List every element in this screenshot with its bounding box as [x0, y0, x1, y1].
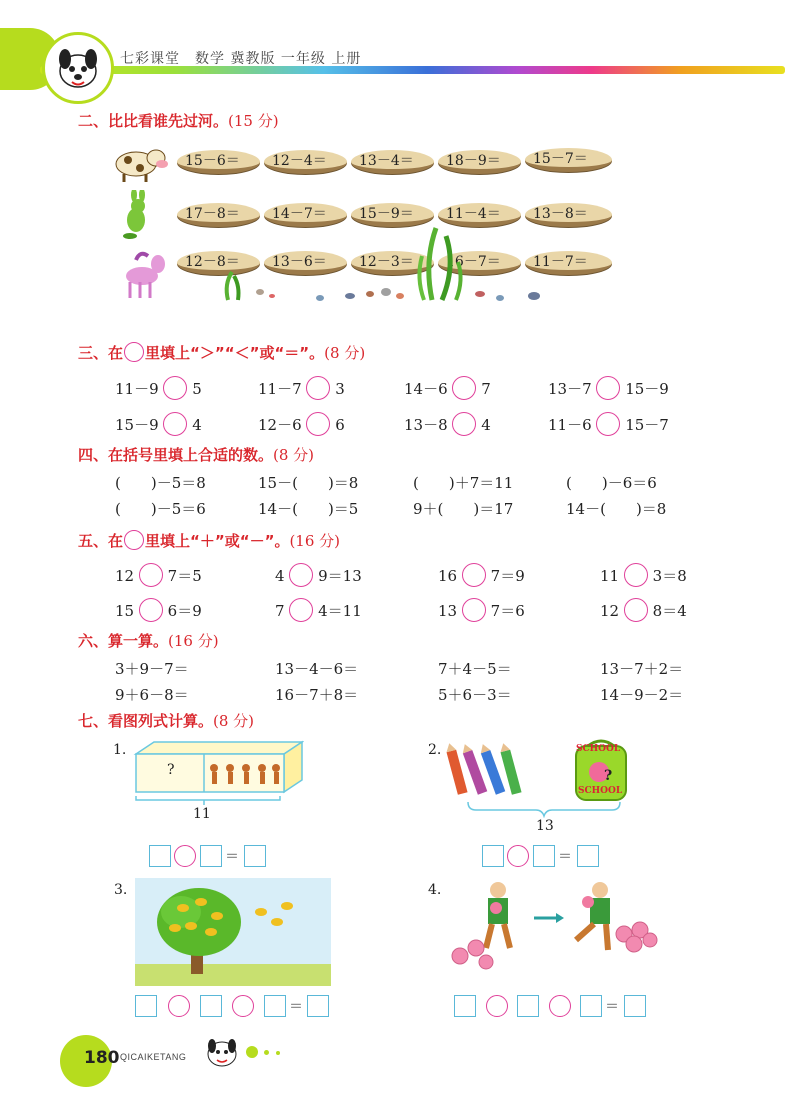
operator-circle[interactable] [624, 563, 648, 587]
section-3-heading-a: 三、在 [78, 344, 124, 362]
answer-box[interactable] [577, 845, 599, 867]
s4-r2-c3[interactable]: 9＋( )＝17 [413, 500, 514, 518]
s5-r2-c2: 7 4＝11 [275, 598, 362, 622]
school-bag-label: SCHOOL [576, 744, 621, 754]
s3-r2-c1: 15－9 4 [115, 412, 202, 436]
stone-r1-c5: 15－7＝ [525, 148, 612, 172]
s5-r1-c2: 4 9＝13 [275, 563, 362, 587]
problem-1-total: 11 [193, 806, 211, 822]
river-plants-icon [210, 222, 550, 308]
operator-circle[interactable] [139, 598, 163, 622]
s4-r2-c2[interactable]: 14－( )＝5 [258, 500, 359, 518]
section-5-points: (16 分) [289, 532, 341, 550]
s6-r1-c1[interactable]: 3＋9－7＝ [115, 660, 189, 678]
s4-r2-c4[interactable]: 14－( )＝8 [566, 500, 667, 518]
footer-dot-icon [276, 1051, 280, 1055]
circle-blank-icon [124, 530, 144, 550]
stone-r3-c1: 12－8＝ [177, 251, 260, 275]
operator-circle[interactable] [624, 598, 648, 622]
s6-r1-c4[interactable]: 13－7＋2＝ [600, 660, 684, 678]
circle-blank-icon [124, 342, 144, 362]
section-5-heading-b: 里填上“＋”或“－”。 [145, 532, 290, 550]
s6-r2-c1[interactable]: 9＋6－8＝ [115, 686, 189, 704]
stone-r1-c2: 12－4＝ [264, 150, 347, 174]
problem-4-number: 4. [428, 882, 442, 898]
answer-operator-circle[interactable] [174, 845, 196, 867]
equals-sign: ＝ [225, 849, 239, 865]
s6-r1-c2[interactable]: 13－4－6＝ [275, 660, 359, 678]
section-3-title [78, 342, 365, 363]
answer-box[interactable] [533, 845, 555, 867]
compare-circle[interactable] [596, 412, 620, 436]
equals-sign: ＝ [558, 849, 572, 865]
s5-r1-c4: 11 3＝8 [600, 563, 687, 587]
section-4-points: (8 分) [273, 446, 315, 464]
boys-balls-icon [448, 878, 662, 974]
s4-r1-c2[interactable]: 15－( )＝8 [258, 474, 359, 492]
s6-r2-c4[interactable]: 14－9－2＝ [600, 686, 684, 704]
s3-r1-c2: 11－7 3 [258, 376, 345, 400]
operator-circle[interactable] [289, 563, 313, 587]
problem-2-number: 2. [428, 742, 442, 758]
s6-r2-c2[interactable]: 16－7＋8＝ [275, 686, 359, 704]
s3-r2-c2: 12－6 6 [258, 412, 345, 436]
footer-dot-icon [264, 1050, 269, 1055]
stone-r3-c4: 16－7＝ [438, 251, 521, 275]
stone-r2-c3: 15－9＝ [351, 203, 434, 227]
s5-r1-c3: 16 7＝9 [438, 563, 525, 587]
stone-r3-c2: 13－6＝ [264, 251, 347, 275]
section-4-title [78, 444, 314, 465]
section-5-heading-a: 五、在 [78, 532, 124, 550]
answer-box[interactable] [244, 845, 266, 867]
crayons-icon [444, 742, 524, 802]
operator-circle[interactable] [289, 598, 313, 622]
answer-box[interactable] [264, 995, 286, 1017]
operator-circle[interactable] [462, 563, 486, 587]
s3-r2-c3: 13－8 4 [404, 412, 491, 436]
s3-r1-c1: 11－9 5 [115, 376, 202, 400]
stone-r1-c3: 13－4＝ [351, 150, 434, 174]
s3-r1-c4: 13－7 15－9 [548, 376, 669, 400]
answer-box[interactable] [517, 995, 539, 1017]
section-7-heading: 七、看图列式计算。 [78, 712, 214, 730]
answer-box[interactable] [454, 995, 476, 1017]
section-2-heading: 二、比比看谁先过河。 [78, 112, 229, 130]
section-3-points: (8 分) [324, 344, 366, 362]
section-4-heading: 四、在括号里填上合适的数。 [78, 446, 274, 464]
compare-circle[interactable] [596, 376, 620, 400]
answer-box[interactable] [624, 995, 646, 1017]
s6-r2-c3[interactable]: 5＋6－3＝ [438, 686, 512, 704]
s5-r1-c1: 12 7＝5 [115, 563, 202, 587]
section-6-heading: 六、算一算。 [78, 632, 169, 650]
school-bag-question: ? [604, 768, 613, 784]
compare-circle[interactable] [452, 412, 476, 436]
footer-mascot-icon [200, 1030, 244, 1078]
s5-r2-c3: 13 7＝6 [438, 598, 525, 622]
section-7-points: (8 分) [213, 712, 255, 730]
operator-circle[interactable] [462, 598, 486, 622]
footer-brand: QICAIKETANG [120, 1052, 187, 1062]
footer-dot-icon [246, 1046, 258, 1058]
stone-r1-c4: 18－9＝ [438, 150, 521, 174]
s4-r1-c1[interactable]: ( )－5＝8 [115, 474, 206, 492]
problem-3-number: 3. [114, 882, 128, 898]
answer-operator-circle[interactable] [486, 995, 508, 1017]
header-title: 七彩课堂 数学 冀教版 一年级 上册 [120, 51, 362, 67]
stone-r2-c1: 17－8＝ [177, 203, 260, 227]
answer-operator-circle[interactable] [549, 995, 571, 1017]
answer-operator-circle[interactable] [507, 845, 529, 867]
section-6-title [78, 630, 219, 651]
rabbit-icon [116, 190, 156, 246]
s5-r2-c1: 15 6＝9 [115, 598, 202, 622]
school-bag-label-2: SCHOOL [578, 786, 623, 796]
operator-circle[interactable] [139, 563, 163, 587]
compare-circle[interactable] [452, 376, 476, 400]
cow-icon [110, 140, 170, 188]
s4-r1-c4[interactable]: ( )－6＝6 [566, 474, 657, 492]
stone-r2-c4: 11－4＝ [438, 203, 521, 227]
problem-2-total: 13 [536, 818, 554, 834]
section-5-title [78, 530, 340, 551]
answer-box[interactable] [307, 995, 329, 1017]
answer-box[interactable] [200, 845, 222, 867]
stone-r1-c1: 15－6＝ [177, 150, 260, 174]
page-number: 180 [84, 1048, 120, 1068]
s4-r1-c3[interactable]: ( )＋7＝11 [413, 474, 514, 492]
stone-r2-c2: 14－7＝ [264, 203, 347, 227]
stone-r3-c3: 12－3＝ [351, 251, 434, 275]
section-3-heading-b: 里填上“＞”“＜”或“＝”。 [145, 344, 325, 362]
tree-birds-icon [135, 878, 331, 990]
s3-r1-c3: 14－6 7 [404, 376, 491, 400]
section-7-title [78, 710, 254, 731]
problem-1-number: 1. [113, 742, 127, 758]
problem-1-box-figure [132, 740, 304, 810]
s5-r2-c4: 12 8＝4 [600, 598, 687, 622]
s3-r2-c4: 11－6 15－7 [548, 412, 669, 436]
compare-circle[interactable] [163, 376, 187, 400]
unicorn-icon [118, 246, 174, 306]
equals-sign: ＝ [605, 999, 619, 1015]
stone-r3-c5: 11－7＝ [525, 251, 612, 275]
answer-operator-circle[interactable] [232, 995, 254, 1017]
compare-circle[interactable] [306, 412, 330, 436]
compare-circle[interactable] [163, 412, 187, 436]
section-2-title [78, 110, 279, 131]
s6-r1-c3[interactable]: 7＋4－5＝ [438, 660, 512, 678]
s4-r2-c1[interactable]: ( )－5＝6 [115, 500, 206, 518]
dog-mascot-icon [42, 32, 114, 104]
answer-box[interactable] [149, 845, 171, 867]
answer-operator-circle[interactable] [168, 995, 190, 1017]
answer-box[interactable] [200, 995, 222, 1017]
section-2-points: (15 分) [228, 112, 279, 130]
section-6-points: (16 分) [168, 632, 219, 650]
equals-sign: ＝ [289, 999, 303, 1015]
compare-circle[interactable] [306, 376, 330, 400]
answer-box[interactable] [580, 995, 602, 1017]
problem-1-unknown: ? [167, 762, 175, 778]
answer-box[interactable] [135, 995, 157, 1017]
stone-r2-c5: 13－8＝ [525, 203, 612, 227]
answer-box[interactable] [482, 845, 504, 867]
